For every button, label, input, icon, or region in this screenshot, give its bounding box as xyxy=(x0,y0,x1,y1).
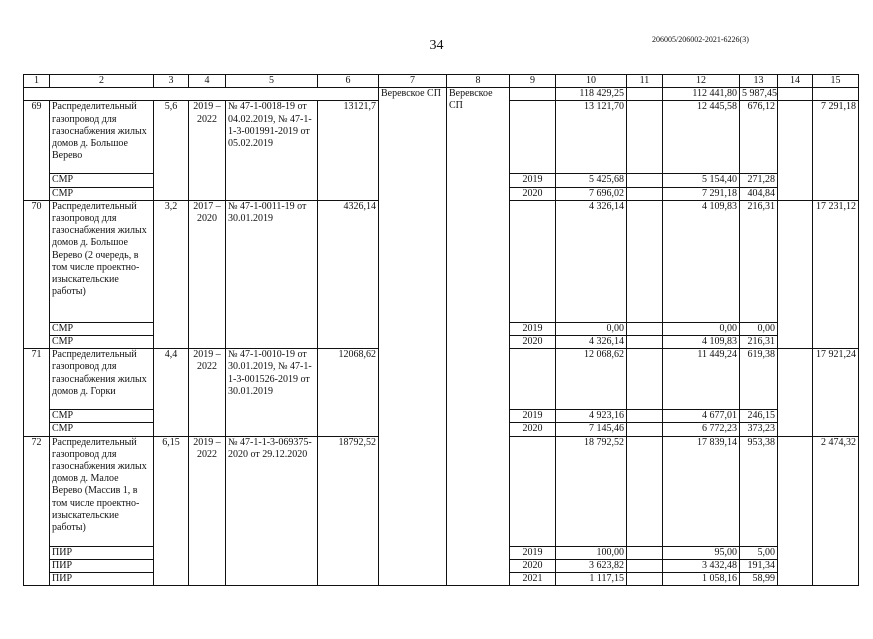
c11-cell xyxy=(627,101,663,174)
municipality-cell: Веревское СП xyxy=(379,88,447,586)
c14-cell xyxy=(778,200,813,348)
year-cell xyxy=(510,200,556,322)
work-type: ПИР xyxy=(50,573,154,586)
sub-regional: 6 772,23 xyxy=(663,423,740,436)
sub-year: 2019 xyxy=(510,322,556,335)
sub-regional: 4 677,01 xyxy=(663,410,740,423)
sub-total: 7 145,46 xyxy=(556,423,627,436)
sub-local: 216,31 xyxy=(740,336,778,349)
c11-cell xyxy=(627,200,663,322)
col-header: 4 xyxy=(189,75,226,88)
sub-total: 7 696,02 xyxy=(556,187,627,200)
sub-total: 3 623,82 xyxy=(556,559,627,572)
sub-total: 4 326,14 xyxy=(556,336,627,349)
summary-c15 xyxy=(813,88,859,101)
year-cell xyxy=(510,101,556,174)
estimated-cost: 18792,52 xyxy=(318,436,379,586)
sub-year: 2020 xyxy=(510,423,556,436)
sub-local: 373,23 xyxy=(740,423,778,436)
col-header: 13 xyxy=(740,75,778,88)
sub-year: 2021 xyxy=(510,573,556,586)
regional-amount: 11 449,24 xyxy=(663,349,740,410)
sub-local: 246,15 xyxy=(740,410,778,423)
expertise-docs: № 47-1-0018-19 от 04.02.2019, № 47-1-1-3-001991-2019 от 05.02.2019 xyxy=(226,101,318,200)
regional-amount: 12 445,58 xyxy=(663,101,740,174)
c11-cell xyxy=(627,349,663,410)
period-years: 2019 – 2022 xyxy=(189,349,226,436)
sub-local: 191,34 xyxy=(740,559,778,572)
settlement-cell: Веревское СП xyxy=(447,88,510,586)
sub-regional: 0,00 xyxy=(663,322,740,335)
sub-total: 1 117,15 xyxy=(556,573,627,586)
c14-cell xyxy=(778,349,813,436)
sub-regional: 5 154,40 xyxy=(663,174,740,187)
capacity-value: 7 291,18 xyxy=(813,101,859,200)
col-header: 7 xyxy=(379,75,447,88)
col-header: 14 xyxy=(778,75,813,88)
sub-regional: 7 291,18 xyxy=(663,187,740,200)
sub-regional: 1 058,16 xyxy=(663,573,740,586)
sub-local: 58,99 xyxy=(740,573,778,586)
sub-local: 404,84 xyxy=(740,187,778,200)
estimated-cost: 4326,14 xyxy=(318,200,379,348)
data-table xyxy=(23,74,859,586)
col-header: 15 xyxy=(813,75,859,88)
col-header: 5 xyxy=(226,75,318,88)
column-header-row xyxy=(24,75,859,88)
capacity-value: 2 474,32 xyxy=(813,436,859,586)
total-amount: 18 792,52 xyxy=(556,436,627,546)
length-km: 3,2 xyxy=(154,200,189,348)
local-amount: 676,12 xyxy=(740,101,778,174)
sub-c11 xyxy=(627,336,663,349)
col-header: 6 xyxy=(318,75,379,88)
sub-c11 xyxy=(627,174,663,187)
length-km: 6,15 xyxy=(154,436,189,586)
c14-cell xyxy=(778,436,813,586)
work-type: ПИР xyxy=(50,546,154,559)
object-name: Распределительный газопровод для газоснабжения жилых домов д. Большое Верево (2 очередь, в том числе проектно-изыскательские работы) xyxy=(50,200,154,322)
length-km: 5,6 xyxy=(154,101,189,200)
expertise-docs: № 47-1-0010-19 от 30.01.2019, № 47-1-1-3-001526-2019 от 30.01.2019 xyxy=(226,349,318,436)
work-type: СМР xyxy=(50,174,154,187)
work-type: СМР xyxy=(50,336,154,349)
period-years: 2019 – 2022 xyxy=(189,101,226,200)
capacity-value: 17 921,24 xyxy=(813,349,859,436)
estimated-cost: 12068,62 xyxy=(318,349,379,436)
regional-amount: 4 109,83 xyxy=(663,200,740,322)
row-number: 71 xyxy=(24,349,50,436)
summary-total: 118 429,25 xyxy=(556,88,627,101)
object-name: Распределительный газопровод для газоснабжения жилых домов д. Малое Верево (Массив 1, в том числе проектно-изыскательские работы) xyxy=(50,436,154,546)
capacity-value: 17 231,12 xyxy=(813,200,859,348)
total-amount: 12 068,62 xyxy=(556,349,627,410)
sub-c11 xyxy=(627,410,663,423)
sub-c11 xyxy=(627,546,663,559)
sub-year: 2019 xyxy=(510,174,556,187)
expertise-docs: № 47-1-1-3-069375-2020 от 29.12.2020 xyxy=(226,436,318,586)
summary-c14 xyxy=(778,88,813,101)
summary-local: 5 987,45 xyxy=(740,88,778,101)
c14-cell xyxy=(778,101,813,200)
year-cell xyxy=(510,349,556,410)
sub-year: 2019 xyxy=(510,410,556,423)
summary-regional: 112 441,80 xyxy=(663,88,740,101)
document-reference: 206005/206002-2021-6226(3) xyxy=(652,35,749,44)
regional-amount: 17 839,14 xyxy=(663,436,740,546)
work-type: ПИР xyxy=(50,559,154,572)
sub-year: 2020 xyxy=(510,336,556,349)
sub-c11 xyxy=(627,559,663,572)
sub-c11 xyxy=(627,187,663,200)
object-name: Распределительный газопровод для газоснабжения жилых домов д. Большое Верево xyxy=(50,101,154,174)
col-header: 8 xyxy=(447,75,510,88)
col-header: 9 xyxy=(510,75,556,88)
period-years: 2019 – 2022 xyxy=(189,436,226,586)
estimated-cost: 13121,7 xyxy=(318,101,379,200)
sub-regional: 95,00 xyxy=(663,546,740,559)
page-number: 34 xyxy=(429,38,444,53)
sub-regional: 4 109,83 xyxy=(663,336,740,349)
sub-local: 0,00 xyxy=(740,322,778,335)
sub-local: 271,28 xyxy=(740,174,778,187)
row-number: 72 xyxy=(24,436,50,586)
sub-total: 0,00 xyxy=(556,322,627,335)
sub-c11 xyxy=(627,573,663,586)
work-type: СМР xyxy=(50,187,154,200)
sub-total: 5 425,68 xyxy=(556,174,627,187)
row-number: 70 xyxy=(24,200,50,348)
year-cell xyxy=(510,436,556,546)
summary-year xyxy=(510,88,556,101)
total-amount: 4 326,14 xyxy=(556,200,627,322)
local-amount: 216,31 xyxy=(740,200,778,322)
sub-c11 xyxy=(627,322,663,335)
sub-local: 5,00 xyxy=(740,546,778,559)
summary-blank xyxy=(24,88,379,101)
period-years: 2017 – 2020 xyxy=(189,200,226,348)
work-type: СМР xyxy=(50,423,154,436)
local-amount: 619,38 xyxy=(740,349,778,410)
sub-c11 xyxy=(627,423,663,436)
local-amount: 953,38 xyxy=(740,436,778,546)
expertise-docs: № 47-1-0011-19 от 30.01.2019 xyxy=(226,200,318,348)
sub-year: 2020 xyxy=(510,559,556,572)
col-header: 2 xyxy=(50,75,154,88)
sub-total: 4 923,16 xyxy=(556,410,627,423)
length-km: 4,4 xyxy=(154,349,189,436)
sub-year: 2020 xyxy=(510,187,556,200)
work-type: СМР xyxy=(50,322,154,335)
sub-total: 100,00 xyxy=(556,546,627,559)
col-header: 11 xyxy=(627,75,663,88)
col-header: 12 xyxy=(663,75,740,88)
col-header: 10 xyxy=(556,75,627,88)
row-number: 69 xyxy=(24,101,50,200)
summary-c11 xyxy=(627,88,663,101)
col-header: 3 xyxy=(154,75,189,88)
sub-regional: 3 432,48 xyxy=(663,559,740,572)
summary-row xyxy=(24,88,859,101)
sub-year: 2019 xyxy=(510,546,556,559)
total-amount: 13 121,70 xyxy=(556,101,627,174)
object-name: Распределительный газопровод для газоснабжения жилых домов д. Горки xyxy=(50,349,154,410)
work-type: СМР xyxy=(50,410,154,423)
c11-cell xyxy=(627,436,663,546)
col-header: 1 xyxy=(24,75,50,88)
